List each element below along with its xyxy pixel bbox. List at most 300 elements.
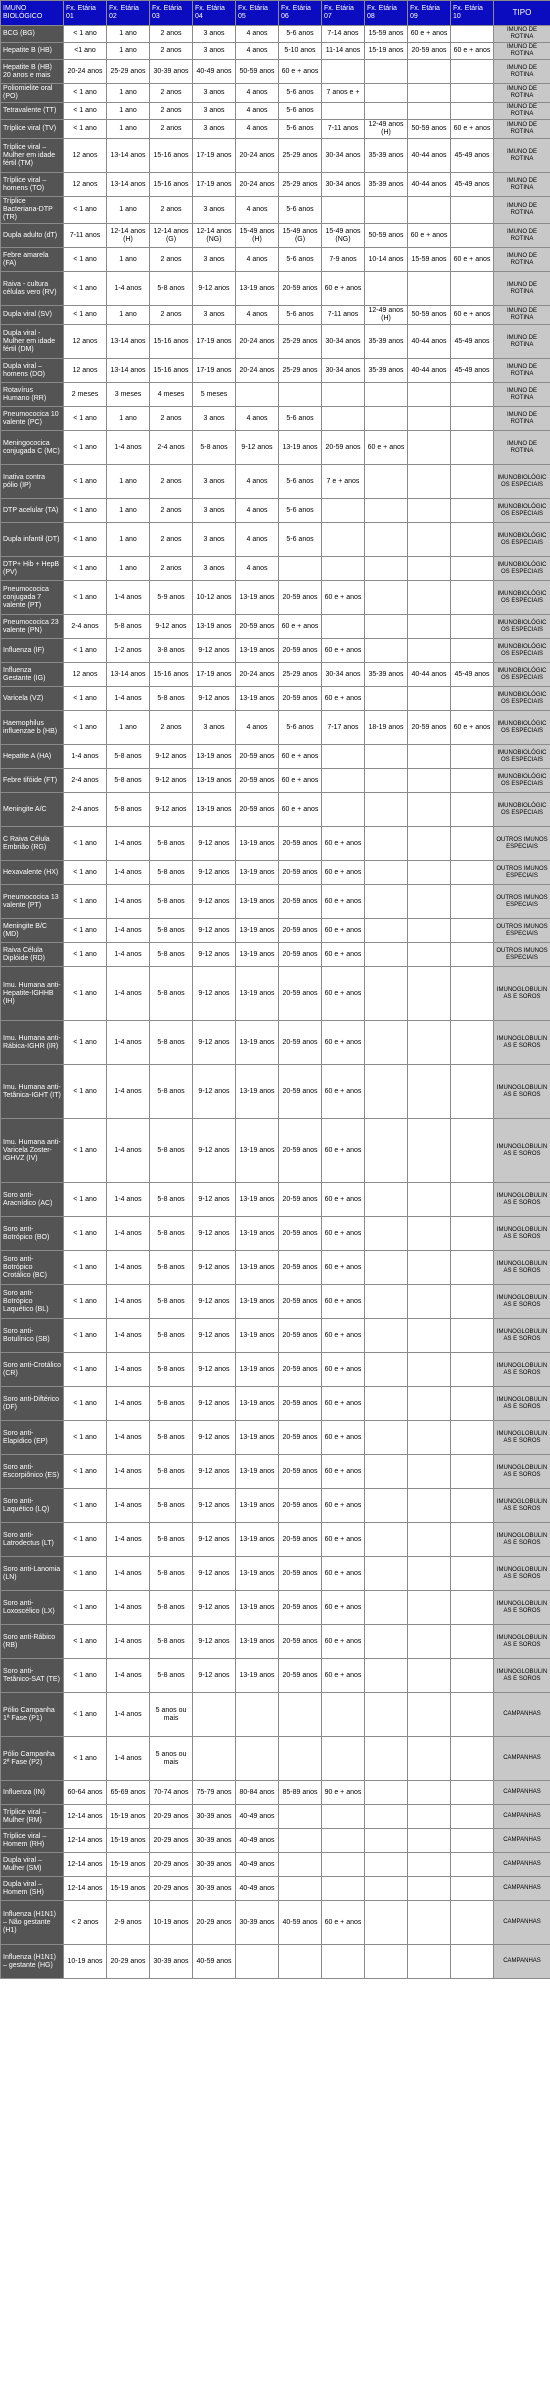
age-range-cell: 4 anos — [236, 120, 279, 139]
age-range-cell — [451, 224, 494, 248]
age-range-cell: 15-59 anos — [365, 26, 408, 43]
age-range-cell: 9-12 anos — [193, 1659, 236, 1693]
age-range-cell — [451, 1591, 494, 1625]
age-range-cell: 4 anos — [236, 306, 279, 325]
age-range-cell: 40-49 anos — [236, 1853, 279, 1877]
age-range-cell: 20-59 anos — [279, 272, 322, 306]
age-range-cell: 2 anos — [150, 465, 193, 499]
imunobiologico-name: Influenza (H1N1) – gestante (HG) — [1, 1945, 64, 1979]
age-range-cell: 13-14 anos — [107, 139, 150, 173]
tipo-cell: IMUNOGLOBULINAS E SOROS — [494, 1455, 550, 1489]
age-range-cell — [365, 465, 408, 499]
tipo-cell: IMUNO DE ROTINA — [494, 407, 550, 431]
age-range-cell: 40-44 anos — [408, 325, 451, 359]
age-range-cell: 20-59 anos — [279, 1021, 322, 1065]
age-range-cell: 40-49 anos — [236, 1829, 279, 1853]
age-range-cell: 60 e + anos — [451, 248, 494, 272]
age-range-cell — [451, 827, 494, 861]
age-range-cell — [408, 745, 451, 769]
age-range-cell — [408, 1489, 451, 1523]
age-range-cell: 45-49 anos — [451, 359, 494, 383]
age-range-cell: 12-14 anos — [64, 1853, 107, 1877]
imunobiologico-name: Soro anti-Crotálico (CR) — [1, 1353, 64, 1387]
age-range-cell: 2-4 anos — [150, 431, 193, 465]
age-range-cell — [408, 1853, 451, 1877]
table-row — [1, 120, 550, 139]
age-range-cell: < 1 ano — [64, 919, 107, 943]
age-range-cell — [365, 60, 408, 84]
age-range-cell: 2-4 anos — [64, 793, 107, 827]
age-range-cell: 60 e + anos — [322, 1557, 365, 1591]
age-range-cell — [451, 465, 494, 499]
table-row — [1, 1021, 550, 1065]
age-range-cell: 20-59 anos — [279, 943, 322, 967]
tipo-cell: IMUNOGLOBULINAS E SOROS — [494, 1489, 550, 1523]
age-range-cell — [451, 687, 494, 711]
imunobiologico-name: Influenza Gestante (IG) — [1, 663, 64, 687]
age-range-cell — [322, 197, 365, 224]
age-range-cell — [365, 557, 408, 581]
header-faixa-etaria-07: Fx. Etária 07 — [322, 1, 365, 26]
age-range-cell: 9-12 anos — [193, 1353, 236, 1387]
age-range-cell: 1 ano — [107, 103, 150, 120]
imunobiologico-name: Pneumococica 23 valente (PN) — [1, 615, 64, 639]
age-range-cell: 30-39 anos — [150, 60, 193, 84]
age-range-cell: 60 e + anos — [322, 272, 365, 306]
tipo-cell: IMUNO DE ROTINA — [494, 173, 550, 197]
age-range-cell: 13-19 anos — [236, 687, 279, 711]
age-range-cell: 15-16 anos — [150, 663, 193, 687]
age-range-cell — [408, 1805, 451, 1829]
age-range-cell: 4 anos — [236, 465, 279, 499]
age-range-cell — [365, 1737, 408, 1781]
age-range-cell — [451, 581, 494, 615]
age-range-cell — [451, 1693, 494, 1737]
age-range-cell: 9-12 anos — [236, 431, 279, 465]
age-range-cell: 1 ano — [107, 711, 150, 745]
age-range-cell — [322, 615, 365, 639]
age-range-cell: 7-11 anos — [322, 306, 365, 325]
age-range-cell: 20-59 anos — [236, 615, 279, 639]
table-row — [1, 103, 550, 120]
age-range-cell: 12-14 anos (G) — [150, 224, 193, 248]
age-range-cell: 12-14 anos (H) — [107, 224, 150, 248]
table-row — [1, 84, 550, 103]
age-range-cell: 5-8 anos — [150, 827, 193, 861]
age-range-cell — [365, 861, 408, 885]
tipo-cell: IMUNO DE ROTINA — [494, 224, 550, 248]
age-range-cell — [408, 60, 451, 84]
age-range-cell: 1-4 anos — [107, 1065, 150, 1119]
header-faixa-etaria-09: Fx. Etária 09 — [408, 1, 451, 26]
age-range-cell: 9-12 anos — [150, 793, 193, 827]
age-range-cell: 13-19 anos — [236, 1119, 279, 1183]
age-range-cell: 11-14 anos — [322, 43, 365, 60]
age-range-cell: 25-29 anos — [279, 359, 322, 383]
age-range-cell: 1-4 anos — [107, 1421, 150, 1455]
age-range-cell: 3 anos — [193, 306, 236, 325]
imunobiologico-name: Soro anti-Tetânico-SAT (TE) — [1, 1659, 64, 1693]
age-range-cell — [451, 523, 494, 557]
tipo-cell: IMUNOGLOBULINAS E SOROS — [494, 1251, 550, 1285]
age-range-cell: < 1 ano — [64, 861, 107, 885]
tipo-cell: IMUNOBIOLÓGICOS ESPECIAIS — [494, 465, 550, 499]
age-range-cell: < 1 ano — [64, 84, 107, 103]
table-row — [1, 383, 550, 407]
age-range-cell: 5-8 anos — [150, 1455, 193, 1489]
age-range-cell: 13-14 anos — [107, 173, 150, 197]
age-range-cell — [365, 581, 408, 615]
age-range-cell — [322, 745, 365, 769]
age-range-cell: 9-12 anos — [193, 639, 236, 663]
age-range-cell: < 1 ano — [64, 120, 107, 139]
age-range-cell: 1-4 anos — [107, 1557, 150, 1591]
age-range-cell — [365, 1421, 408, 1455]
age-range-cell — [365, 197, 408, 224]
age-range-cell: 60 e + anos — [322, 1659, 365, 1693]
age-range-cell: 15-19 anos — [107, 1853, 150, 1877]
age-range-cell: 9-12 anos — [193, 1021, 236, 1065]
age-range-cell: 20-24 anos — [236, 139, 279, 173]
age-range-cell: 20-59 anos — [279, 1251, 322, 1285]
age-range-cell: 20-59 anos — [279, 581, 322, 615]
age-range-cell: 9-12 anos — [193, 272, 236, 306]
age-range-cell: 13-19 anos — [236, 581, 279, 615]
age-range-cell: 10-19 anos — [64, 1945, 107, 1979]
tipo-cell: CAMPANHAS — [494, 1829, 550, 1853]
table-row — [1, 248, 550, 272]
age-range-cell: 9-12 anos — [150, 745, 193, 769]
table-row — [1, 967, 550, 1021]
age-range-cell: 17-19 anos — [193, 173, 236, 197]
age-range-cell — [451, 793, 494, 827]
age-range-cell: 1-4 anos — [107, 1659, 150, 1693]
age-range-cell: < 2 anos — [64, 1901, 107, 1945]
age-range-cell: 4 anos — [236, 557, 279, 581]
age-range-cell — [408, 793, 451, 827]
age-range-cell — [365, 967, 408, 1021]
tipo-cell: IMUNO DE ROTINA — [494, 84, 550, 103]
imunobiologico-name: Pneumococica 10 valente (PC) — [1, 407, 64, 431]
age-range-cell — [408, 943, 451, 967]
age-range-cell: 3 anos — [193, 465, 236, 499]
age-range-cell: 7-17 anos — [322, 711, 365, 745]
age-range-cell — [408, 1421, 451, 1455]
age-range-cell — [365, 943, 408, 967]
age-range-cell — [365, 1693, 408, 1737]
age-range-cell — [279, 1693, 322, 1737]
age-range-cell: 20-59 anos — [322, 431, 365, 465]
age-range-cell: 20-59 anos — [279, 1353, 322, 1387]
age-range-cell: < 1 ano — [64, 1251, 107, 1285]
age-range-cell: 40-49 anos — [193, 60, 236, 84]
imunobiologico-name: Soro anti-Botrópico Laquético (BL) — [1, 1285, 64, 1319]
age-range-cell: 60 e + anos — [322, 1065, 365, 1119]
age-range-cell: 1-4 anos — [107, 431, 150, 465]
age-range-cell — [451, 1065, 494, 1119]
header-faixa-etaria-02: Fx. Etária 02 — [107, 1, 150, 26]
age-range-cell: 60 e + anos — [322, 827, 365, 861]
age-range-cell: 1-4 anos — [107, 1021, 150, 1065]
table-row — [1, 43, 550, 60]
tipo-cell: IMUNOGLOBULINAS E SOROS — [494, 1421, 550, 1455]
imunobiologico-name: Hepatite B (HB) — [1, 43, 64, 60]
age-range-cell — [365, 272, 408, 306]
age-range-cell — [365, 919, 408, 943]
age-range-cell: 45-49 anos — [451, 325, 494, 359]
age-range-cell: 5 meses — [193, 383, 236, 407]
age-range-cell: 13-19 anos — [236, 1065, 279, 1119]
age-range-cell — [408, 84, 451, 103]
table-row — [1, 1523, 550, 1557]
age-range-cell: 20-59 anos — [279, 1319, 322, 1353]
age-range-cell: 5-8 anos — [150, 1421, 193, 1455]
header-faixa-etaria-01: Fx. Etária 01 — [64, 1, 107, 26]
imunobiologico-name: Tríplice viral – homens (TO) — [1, 173, 64, 197]
age-range-cell — [365, 383, 408, 407]
age-range-cell — [322, 60, 365, 84]
age-range-cell — [365, 1523, 408, 1557]
age-range-cell: < 1 ano — [64, 306, 107, 325]
tipo-cell: CAMPANHAS — [494, 1693, 550, 1737]
age-range-cell — [451, 1781, 494, 1805]
age-range-cell: 20-29 anos — [150, 1853, 193, 1877]
age-range-cell — [451, 1021, 494, 1065]
age-range-cell: 2 anos — [150, 26, 193, 43]
age-range-cell: 13-19 anos — [236, 861, 279, 885]
age-range-cell: 13-19 anos — [193, 793, 236, 827]
age-range-cell: 13-19 anos — [236, 1387, 279, 1421]
age-range-cell: < 1 ano — [64, 248, 107, 272]
age-range-cell — [408, 615, 451, 639]
age-range-cell — [408, 639, 451, 663]
table-row — [1, 26, 550, 43]
table-row — [1, 1183, 550, 1217]
age-range-cell — [451, 1353, 494, 1387]
age-range-cell: 2 anos — [150, 523, 193, 557]
age-range-cell: 2 anos — [150, 557, 193, 581]
table-row — [1, 1421, 550, 1455]
age-range-cell: 1-4 anos — [107, 1737, 150, 1781]
age-range-cell — [236, 1945, 279, 1979]
age-range-cell: 10-14 anos — [365, 248, 408, 272]
age-range-cell: < 1 ano — [64, 827, 107, 861]
age-range-cell — [365, 499, 408, 523]
age-range-cell — [451, 919, 494, 943]
age-range-cell: 60 e + anos — [279, 793, 322, 827]
age-range-cell — [322, 1945, 365, 1979]
age-range-cell: 12 anos — [64, 173, 107, 197]
age-range-cell: 9-12 anos — [150, 769, 193, 793]
age-range-cell: 4 anos — [236, 26, 279, 43]
age-range-cell — [365, 1065, 408, 1119]
header-faixa-etaria-04: Fx. Etária 04 — [193, 1, 236, 26]
age-range-cell: 5 anos ou mais — [150, 1737, 193, 1781]
imunobiologico-name: Febre tifóide (FT) — [1, 769, 64, 793]
tipo-cell: CAMPANHAS — [494, 1877, 550, 1901]
tipo-cell: IMUNO DE ROTINA — [494, 26, 550, 43]
age-range-cell — [408, 1591, 451, 1625]
age-range-cell — [451, 885, 494, 919]
age-range-cell — [322, 557, 365, 581]
age-range-cell: 60 e + anos — [322, 967, 365, 1021]
age-range-cell — [451, 383, 494, 407]
header-row — [1, 1, 550, 26]
table-body — [1, 26, 550, 1979]
age-range-cell — [408, 967, 451, 1021]
age-range-cell: 60 e + anos — [322, 687, 365, 711]
age-range-cell: 13-14 anos — [107, 359, 150, 383]
age-range-cell: 3 anos — [193, 120, 236, 139]
age-range-cell: 20-59 anos — [236, 793, 279, 827]
table-row — [1, 663, 550, 687]
age-range-cell — [322, 1829, 365, 1853]
age-range-cell: 9-12 anos — [193, 827, 236, 861]
age-range-cell: 20-24 anos — [64, 60, 107, 84]
age-range-cell: 70-74 anos — [150, 1781, 193, 1805]
table-row — [1, 639, 550, 663]
age-range-cell — [365, 793, 408, 827]
age-range-cell: 20-59 anos — [279, 885, 322, 919]
age-range-cell — [408, 1183, 451, 1217]
table-row — [1, 465, 550, 499]
age-range-cell — [365, 1021, 408, 1065]
age-range-cell: 60 e + anos — [322, 1021, 365, 1065]
age-range-cell: 5-8 anos — [150, 1387, 193, 1421]
age-range-cell: 60 e + anos — [279, 769, 322, 793]
age-range-cell: 13-19 anos — [236, 1285, 279, 1319]
age-range-cell — [279, 1853, 322, 1877]
age-range-cell: 13-19 anos — [236, 827, 279, 861]
age-range-cell: 60 e + anos — [322, 1353, 365, 1387]
age-range-cell: 13-19 anos — [236, 1625, 279, 1659]
imunobiologico-name: Tríplice viral – Mulher (RM) — [1, 1805, 64, 1829]
age-range-cell: 9-12 anos — [193, 1591, 236, 1625]
age-range-cell: 5-8 anos — [150, 919, 193, 943]
age-range-cell — [408, 1557, 451, 1591]
age-range-cell: 10-19 anos — [150, 1901, 193, 1945]
age-range-cell — [279, 1737, 322, 1781]
age-range-cell: 4 anos — [236, 711, 279, 745]
age-range-cell: 60 e + anos — [322, 1217, 365, 1251]
age-range-cell: 45-49 anos — [451, 139, 494, 173]
age-range-cell — [322, 499, 365, 523]
tipo-cell: IMUNOGLOBULINAS E SOROS — [494, 1353, 550, 1387]
age-range-cell: < 1 ano — [64, 1591, 107, 1625]
age-range-cell — [408, 1901, 451, 1945]
age-range-cell: 60 e + anos — [322, 1591, 365, 1625]
age-range-cell: 5-8 anos — [150, 1251, 193, 1285]
imunobiologico-name: Inativa contra pólio (IP) — [1, 465, 64, 499]
age-range-cell: < 1 ano — [64, 1319, 107, 1353]
age-range-cell: 5-8 anos — [150, 1353, 193, 1387]
age-range-cell: 12 anos — [64, 359, 107, 383]
age-range-cell: 60 e + anos — [451, 711, 494, 745]
age-range-cell — [451, 1455, 494, 1489]
age-range-cell: 85-89 anos — [279, 1781, 322, 1805]
age-range-cell — [322, 383, 365, 407]
age-range-cell: 20-29 anos — [150, 1877, 193, 1901]
age-range-cell: 20-59 anos — [408, 711, 451, 745]
age-range-cell: 75-79 anos — [193, 1781, 236, 1805]
age-range-cell — [408, 465, 451, 499]
age-range-cell: 20-59 anos — [279, 1119, 322, 1183]
age-range-cell — [451, 745, 494, 769]
tipo-cell: OUTROS IMUNOS ESPECIAIS — [494, 885, 550, 919]
age-range-cell — [408, 1119, 451, 1183]
tipo-cell: CAMPANHAS — [494, 1737, 550, 1781]
tipo-cell: OUTROS IMUNOS ESPECIAIS — [494, 919, 550, 943]
age-range-cell: 1-2 anos — [107, 639, 150, 663]
age-range-cell: 13-19 anos — [236, 1251, 279, 1285]
imunobiologico-name: Influenza (IN) — [1, 1781, 64, 1805]
age-range-cell: 20-59 anos — [279, 1387, 322, 1421]
table-row — [1, 793, 550, 827]
age-range-cell: 4 anos — [236, 407, 279, 431]
age-range-cell: < 1 ano — [64, 885, 107, 919]
table-row — [1, 1353, 550, 1387]
age-range-cell: < 1 ano — [64, 1217, 107, 1251]
tipo-cell: IMUNO DE ROTINA — [494, 383, 550, 407]
age-range-cell — [365, 615, 408, 639]
age-range-cell: 60 e + anos — [408, 26, 451, 43]
age-range-cell — [451, 1251, 494, 1285]
age-range-cell — [408, 557, 451, 581]
imunobiologico-name: Soro anti-Diftérico (DF) — [1, 1387, 64, 1421]
age-range-cell: 20-59 anos — [236, 769, 279, 793]
table-row — [1, 943, 550, 967]
age-range-cell: 1-4 anos — [107, 687, 150, 711]
age-range-cell — [365, 1805, 408, 1829]
age-range-cell: 5-9 anos — [150, 581, 193, 615]
age-range-cell: 7-9 anos — [322, 248, 365, 272]
tipo-cell: IMUNO DE ROTINA — [494, 248, 550, 272]
tipo-cell: IMUNOBIOLÓGICOS ESPECIAIS — [494, 523, 550, 557]
age-range-cell: 5-8 anos — [150, 1319, 193, 1353]
imunobiologico-name: Pneumococica 13 valente (PT) — [1, 885, 64, 919]
table-header — [1, 1, 550, 26]
tipo-cell: IMUNO DE ROTINA — [494, 359, 550, 383]
age-range-cell — [451, 1387, 494, 1421]
age-range-cell — [322, 1877, 365, 1901]
age-range-cell: 5-8 anos — [150, 861, 193, 885]
imunobiologico-name: Soro anti-Laquético (LQ) — [1, 1489, 64, 1523]
age-range-cell: 60 e + anos — [451, 306, 494, 325]
age-range-cell — [322, 523, 365, 557]
age-range-cell: 12-14 anos (NG) — [193, 224, 236, 248]
age-range-cell — [322, 1693, 365, 1737]
tipo-cell: OUTROS IMUNOS ESPECIAIS — [494, 943, 550, 967]
age-range-cell: 9-12 anos — [193, 943, 236, 967]
age-range-cell: 2 anos — [150, 120, 193, 139]
imunobiologico-name: Hepatite A (HA) — [1, 745, 64, 769]
age-range-cell: 13-19 anos — [279, 431, 322, 465]
table-row — [1, 431, 550, 465]
age-range-cell — [451, 407, 494, 431]
age-range-cell — [365, 1901, 408, 1945]
age-range-cell: 60 e + anos — [322, 1119, 365, 1183]
age-range-cell: 12-14 anos — [64, 1877, 107, 1901]
age-range-cell: 20-59 anos — [279, 1065, 322, 1119]
age-range-cell — [408, 1693, 451, 1737]
age-range-cell: 9-12 anos — [193, 1625, 236, 1659]
age-range-cell: 4 anos — [236, 248, 279, 272]
age-range-cell: 1-4 anos — [107, 1251, 150, 1285]
age-range-cell — [451, 1523, 494, 1557]
age-range-cell: 1-4 anos — [107, 827, 150, 861]
age-range-cell: 5-8 anos — [150, 1557, 193, 1591]
age-range-cell: 20-24 anos — [236, 663, 279, 687]
